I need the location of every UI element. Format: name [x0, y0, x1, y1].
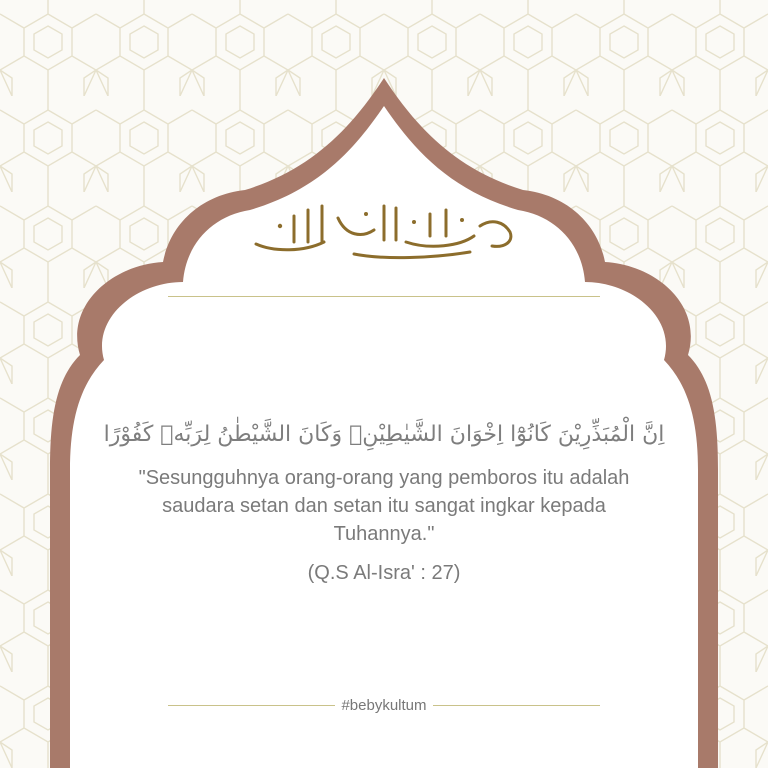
footer — [168, 694, 600, 716]
top-divider — [168, 296, 600, 297]
hashtag: #bebykultum — [341, 696, 427, 714]
footer-divider-right — [433, 705, 600, 706]
arabic-verse: اِنَّ الْمُبَذِّرِيْنَ كَانُوْٓا اِخْوَانَ الشَّيٰطِيْنِۗ وَكَانَ الشَّيْطٰنُ لِرَبِّهٖ كَفُوْرًا — [103, 422, 665, 447]
footer-divider-left — [168, 705, 335, 706]
verse-reference: (Q.S Al-Isra' : 27) — [307, 562, 461, 584]
verse-translation: "Sesungguhnya orang-orang yang pemboros itu adalah saudara setan dan setan itu sangat ingkar kepada Tuhannya." — [138, 467, 630, 545]
bismillah-calligraphy-icon — [234, 196, 534, 266]
